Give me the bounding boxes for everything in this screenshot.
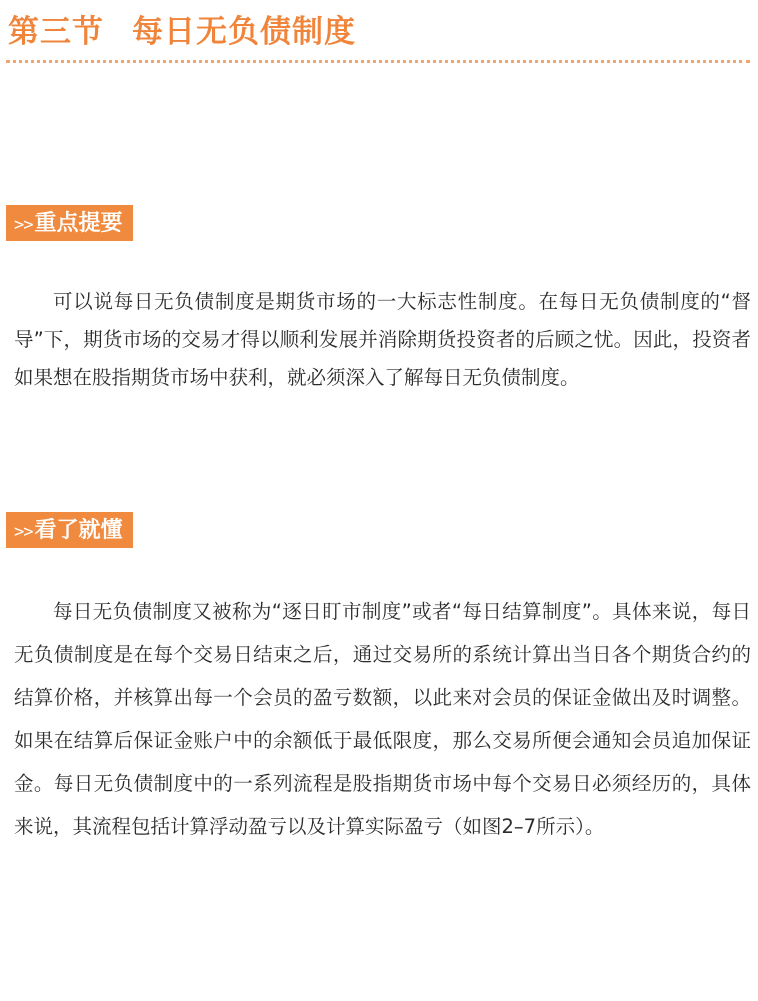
understand-tag xyxy=(6,512,133,548)
section-number: 第三节 xyxy=(8,14,104,50)
understand-paragraph: 每日无负债制度又被称为“逐日盯市制度”或者“每日结算制度”。具体来说，每日无负债制度是在每个交易日结束之后，通过交易所的系统计算出当日各个期货合约的结算价格，并核算出每一个会员的盈亏数额，以此来对会员的保证金做出及时调整。如果在结算后保证金账户中的余额低于最低限度，那么交易所便会通知会员追加保证金。每日无负债制度中的一系列流程是股指期货市场中每个交易日必须经历的，具体来说，其流程包括计算浮动盈亏以及计算实际盈亏（如图2–7所示）。 xyxy=(14,600,751,838)
key-points-tag xyxy=(6,205,133,241)
double-chevron-icon: >> xyxy=(14,215,33,235)
section-title xyxy=(8,6,356,51)
key-points-label: 重点提要 xyxy=(34,210,123,236)
double-chevron-icon: >> xyxy=(14,522,33,542)
dotted-divider xyxy=(6,60,750,63)
key-points-paragraph: 可以说每日无负债制度是期货市场的一大标志性制度。在每日无负债制度的“督导”下，期货市场的交易才得以顺利发展并消除期货投资者的后顾之忧。因此，投资者如果想在股指期货市场中获利，就必须深入了解每日无负债制度。 xyxy=(14,290,751,389)
section-heading: 每日无负债制度 xyxy=(132,14,356,50)
understand-label: 看了就懂 xyxy=(34,517,123,543)
